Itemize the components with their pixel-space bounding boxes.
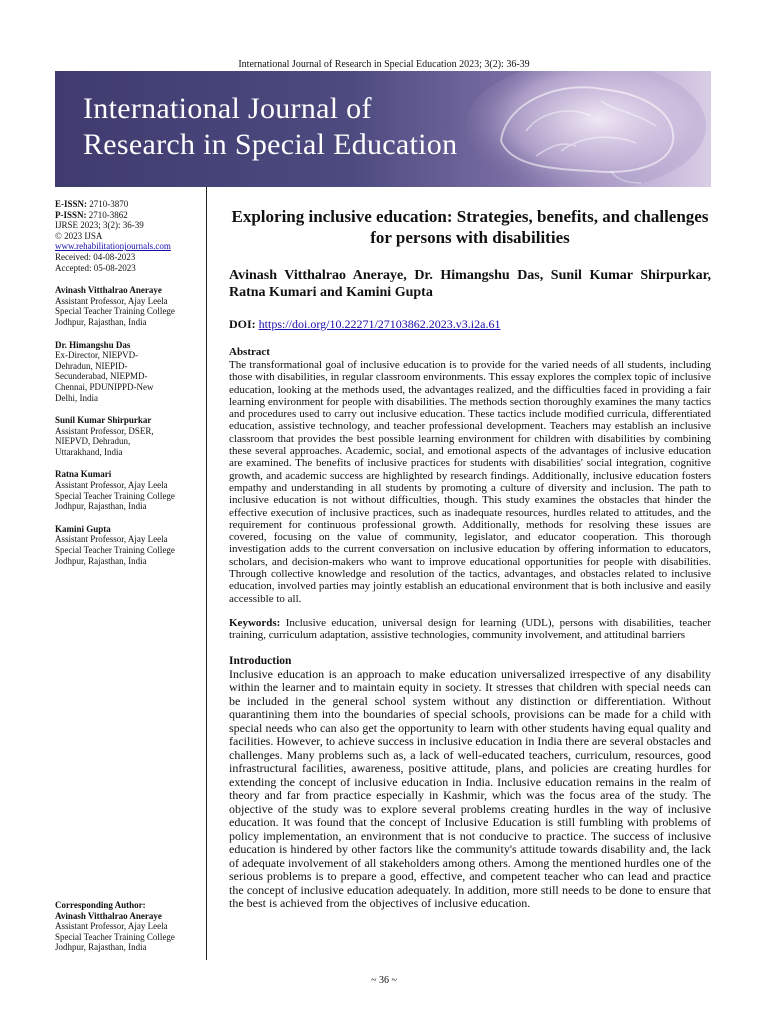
affiliation-1 [55,285,205,327]
affiliation-name: Dr. Himangshu Das [55,339,131,350]
affiliation-line: Secunderabad, NIEPMD- [55,371,148,382]
article-authors: Avinash Vitthalrao Aneraye, Dr. Himangshu Das, Sunil Kumar Shirpurkar, Ratna Kumari and Kamini Gupta [229,268,711,300]
affiliation-line: Jodhpur, Rajasthan, India [55,555,147,566]
website-line [55,241,205,252]
affiliation-line: Jodhpur, Rajasthan, India [55,501,147,512]
copyright: © 2023 IJSA [55,230,103,241]
page-number: ~ 36 ~ [371,975,397,986]
affiliation-line: Dehradun, NIEPID- [55,360,128,371]
corresponding-name: Avinash Vitthalrao Aneraye [55,910,162,921]
affiliation-line: Delhi, India [55,392,98,403]
article-main [229,206,711,911]
corresponding-line: Assistant Professor, Ajay Leela [55,921,168,932]
affiliation-line: Ex-Director, NIEPVD- [55,350,139,361]
abstract-heading: Abstract [229,346,270,358]
doi-line [229,317,711,332]
corresponding-author [55,900,205,953]
journal-banner [55,71,711,187]
keywords-text: Inclusive education, universal design for learning (UDL), persons with disabilities, teacher training, curriculum adaptation, assistive technologies, community involvement, and attitudinal barriers [229,616,711,642]
affiliation-name: Ratna Kumari [55,469,112,480]
pissn: P-ISSN: 2710-3862 [55,209,128,220]
doi-label: DOI: [229,317,256,331]
affiliation-line: Jodhpur, Rajasthan, India [55,316,147,327]
journal-title [83,91,457,163]
affiliation-line: Special Teacher Training College [55,490,175,501]
affiliation-line: Uttarakhand, India [55,446,123,457]
affiliation-3 [55,415,205,457]
running-head: International Journal of Research in Special Education 2023; 3(2): 36-39 [238,59,530,70]
corresponding-line: Jodhpur, Rajasthan, India [55,942,147,953]
accepted-date: Accepted: 05-08-2023 [55,262,136,273]
doi-link[interactable]: https://doi.org/10.22271/27103862.2023.v3.i2a.61 [258,317,501,331]
introduction-heading: Introduction [229,654,292,667]
corresponding-header: Corresponding Author: [55,900,146,910]
column-divider [206,187,207,960]
affiliation-line: NIEPVD, Dehradun, [55,436,131,447]
article-title: Exploring inclusive education: Strategies, benefits, and challenges for persons with disabilities [231,207,709,247]
keywords-label: Keywords: [229,616,281,629]
affiliation-line: Assistant Professor, Ajay Leela [55,534,168,545]
affiliation-line: Special Teacher Training College [55,306,175,317]
affiliation-line: Assistant Professor, DSER, [55,425,154,436]
corresponding-line: Special Teacher Training College [55,931,175,942]
received-date: Received: 04-08-2023 [55,251,136,262]
affiliation-line: Assistant Professor, Ajay Leela [55,480,168,491]
sidebar [55,199,205,566]
eissn: E-ISSN: 2710-3870 [55,199,129,209]
citation: IJRSE 2023; 3(2): 36-39 [55,220,144,231]
affiliation-name: Avinash Vitthalrao Aneraye [55,285,162,296]
affiliation-5 [55,524,205,566]
journal-title-line2: Research in Special Education [83,128,458,161]
affiliation-line: Chennai, PDUNIPPD-New [55,381,154,392]
introduction-text: Inclusive education is an approach to make education universalized irrespective of any disability within the learner and to maintain equity in society. It stresses that children with special needs can be included in the general school system without any distinction or differentiation. Without quarantining them into the boundaries of special schools, provisions can be made for a child with special needs who can also get the opportunity to learn with other students having equal quality and facilities. However, to achieve success in inclusive education in India there are several obstacles and challenges. Many problems such as, a lack of well-educated teachers, curriculum, resources, good infrastructural facilities, awareness, positive attitude, plans, and policies are creating hurdles for extending the concept of inclusive education in India. Inclusive education remains in the realm of theory and far from practice especially in Kashmir, which was the focus area of the study. The objective of the study was to explore several problems creating hurdles in the way of inclusive education. It was found that the concept of Inclusive Education is still fumbling with problems of policy implementation, an environment that is not conducive to practice. The success of inclusive education is hindered by other factors like the community's attitude towards disability and, the lack of adequate involvement of all stakeholders among others. Among the mentioned hurdles one of the serious problems is to prepare a good, effective, and competent teacher who can lead and practice the concept of inclusive education adequately. In addition, more still needs to be done to ensure that the best is achieved from the objectives of inclusive education. [229,666,711,911]
keywords [229,617,711,642]
affiliation-4 [55,469,205,511]
journal-title-line1: International Journal of [83,92,372,125]
affiliation-line: Assistant Professor, Ajay Leela [55,295,168,306]
affiliation-2 [55,340,205,404]
affiliation-line: Special Teacher Training College [55,545,175,556]
abstract-text: The transformational goal of inclusive education is to provide for the varied needs of all students, including those with disabilities, in regular classroom environments. This essay explores the complex topic of inclusive education, looking at the methods used, the advantages realized, and the difficulties faced in providing a fair learning environment for people with disabilities. The methods section thoroughly examines the many tactics and procedures used to carry out inclusive education. These tactics include modified curricula, differentiated education, assistive technology, and teacher professional development. Teachers may establish an inclusive classroom that provides the best possible learning environment for children with disabilities by combining these several approaches. Academic, social, and emotional aspects of the advantages of inclusive education are examined. The benefits of inclusive practices for students with disabilities' social integration, cognitive growth, and academic success are highlighted by research findings. Additionally, inclusive education fosters empathy and understanding in all students by promoting a culture of diversity and inclusion. The path to inclusive education is not without difficulties, though. This study examines the obstacles that hinder the effective execution of inclusive practices, such as inadequate resources, hurdles related to attitudes, and the requirement for continuous professional growth. Additionally, methods for resolving these issues are covered, focusing on the value of community, legislator, and educator cooperation. This thorough investigation adds to the current conversation on inclusive education by offering information to educators, scholars, and decision-makers who want to improve educational opportunities for people with disabilities. Through collective knowledge and resolution of the tactics, advantages, and obstacles related to inclusive education, involved parties may jointly establish an educational environment that is both inclusive and easily accessible to all. [229,359,711,605]
affiliation-name: Sunil Kumar Shirpurkar [55,415,152,426]
journal-meta [55,199,205,273]
website-link[interactable]: www.rehabilitationjournals.com [55,241,171,252]
affiliation-name: Kamini Gupta [55,523,111,534]
